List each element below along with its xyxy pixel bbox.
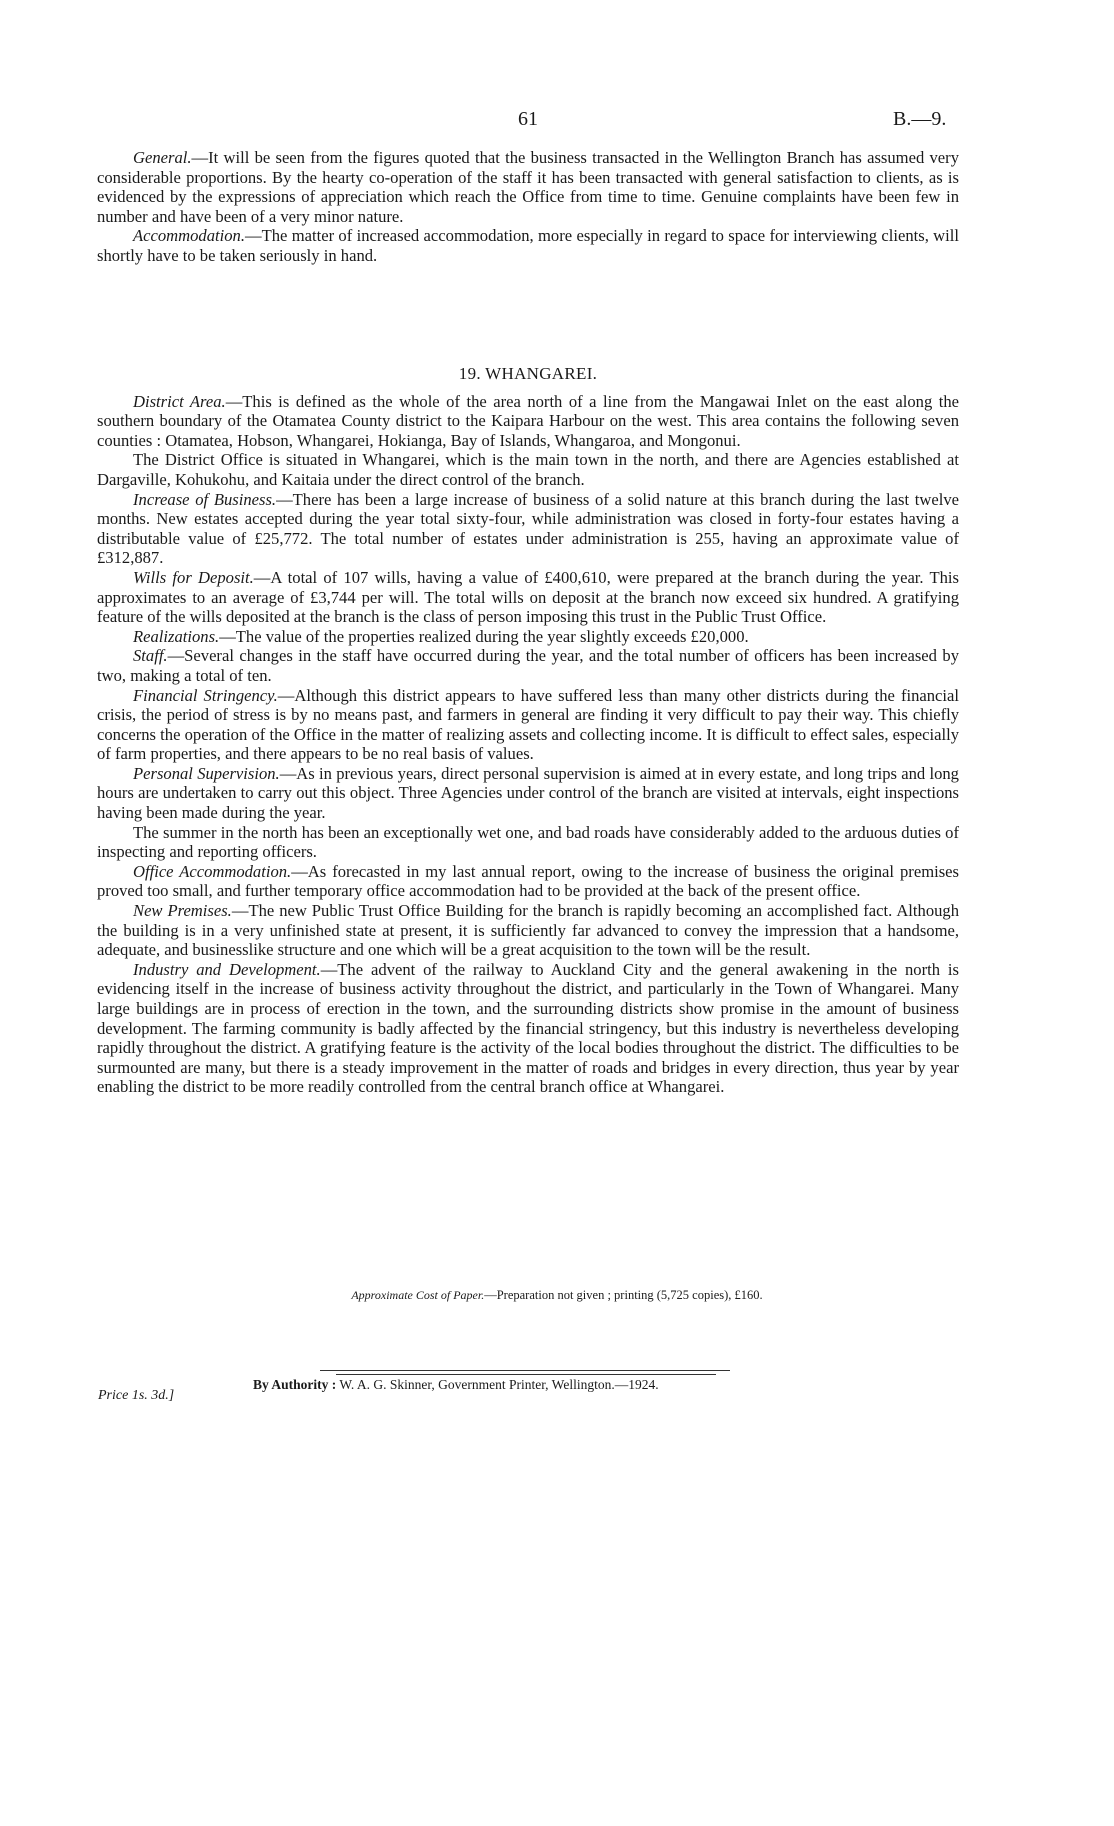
paragraph-office-accommodation — [97, 862, 959, 901]
paragraph-heading: District Area. — [133, 391, 226, 411]
authority-text: W. A. G. Skinner, Government Printer, Wellington.—1924. — [339, 1377, 659, 1392]
paragraph-heading: Staff. — [133, 646, 168, 666]
paragraph-heading: Wills for Deposit. — [133, 567, 254, 587]
cost-of-paper-note — [0, 1288, 1114, 1303]
paragraph-heading: Office Accommodation. — [133, 861, 292, 881]
paragraph-text: —This is defined as the whole of the area north of a line from the Mangawai Inlet on the east along the southern boundary of the Otamatea County district to the Kaipara Harbour on the west. This area contains the following seven counties : Otamatea, Hobson, Whangarei, Hokianga, Bay of Islands, Whangaroa, and Mongonui. — [97, 391, 960, 450]
paragraph-summer — [97, 823, 959, 862]
paragraph-text: —The new Public Trust Office Building for the branch is rapidly becoming an accomplished fact. Although the building is in a very unfinished state at present, it is sufficiently far advanced to convey the impression that a handsome, adequate, and businesslike structure and one which will be a great acquisition to the town will be the result. — [97, 901, 960, 960]
paragraph-district-area — [97, 392, 959, 451]
paragraph-general — [97, 148, 959, 226]
paragraph-accommodation — [97, 226, 959, 265]
paragraph-heading: Personal Supervision. — [133, 763, 280, 783]
paragraph-text: —Although this district appears to have suffered less than many other districts during the financial crisis, the period of stress is by no means past, and farmers in general are finding it very difficult to pay their way. This chiefly concerns the operation of the Office in the matter of realizing assets and collecting income. It is difficult to effect sales, especially of farm properties, and there appears to be no real basis of values. — [97, 685, 959, 764]
paragraph-heading: Increase of Business. — [133, 489, 277, 509]
paragraph-text: The District Office is situated in Whangarei, which is the main town in the north, and there are Agencies established at Dargaville, Kohukohu, and Kaitaia under the direct control of the branch. — [97, 450, 959, 489]
paragraph-district-office — [97, 450, 959, 489]
paragraph-text: —Several changes in the staff have occurred during the year, and the total number of officers has been increased by two, making a total of ten. — [97, 646, 959, 685]
page-header — [0, 108, 1114, 138]
printer-authority — [253, 1377, 659, 1393]
paragraph-new-premises — [97, 901, 959, 960]
paragraph-heading: Realizations. — [133, 626, 220, 646]
paragraph-heading: Accommodation. — [133, 226, 245, 246]
paragraph-staff — [97, 646, 959, 685]
paragraph-text: —A total of 107 wills, having a value of £400,610, were prepared at the branch during the year. This approximates to an average of £3,744 per will. The total wills on deposit at the branch now exceed six hundred. A gratifying feature of the wills deposited at the branch is the class of person imposing this trust in the Public Trust Office. — [97, 567, 959, 627]
paragraph-financial-stringency — [97, 686, 959, 764]
paragraph-text: —As in previous years, direct personal supervision is aimed at in every estate, and long trips and long hours are undertaken to carry out this object. Three Agencies under control of the branch are visited at intervals, eight inspections having been made during the year. — [97, 763, 959, 823]
paragraph-text: —As forecasted in my last annual report, owing to the increase of business the original premises proved too small, and further temporary office accommodation had to be provided at the back of the present office. — [97, 861, 959, 901]
paragraph-realizations — [97, 627, 959, 647]
paragraph-industry-and-development — [97, 960, 959, 1097]
paragraph-text: —The advent of the railway to Auckland City and the general awakening in the north is evidencing itself in the increase of business activity throughout the district, and particularly in the Town of Whangarei. Many large buildings are in process of erection in the town, and the surrounding districts show promise in the amount of business development. The farming community is badly affected by the financial stringency, but this industry is nevertheless developing rapidly throughout the district. A gratifying feature is the activity of the local bodies throughout the district. The difficulties to be surmounted are many, but there is a steady improvement in the matter of roads and bridges in every direction, thus year by year enabling the district to be more readily controlled from the central branch office at Whangarei. — [97, 959, 960, 1097]
paragraph-text: —There has been a large increase of business of a solid nature at this branch during the last twelve months. New estates accepted during the year total sixty-four, while administration was closed in forty-four estates having a distributable value of £25,772. The total number of estates under administration is 255, having an approximate value of £312,887. — [97, 489, 959, 568]
general-section — [97, 148, 959, 266]
paragraph-heading: General. — [133, 148, 192, 167]
paragraph-increase-of-business — [97, 490, 959, 568]
paragraph-personal-supervision — [97, 764, 959, 823]
page-number: 61 — [518, 108, 538, 130]
paragraph-heading: Industry and Development. — [133, 959, 321, 979]
paragraph-text: The summer in the north has been an exceptionally wet one, and bad roads have considerably added to the arduous duties of inspecting and reporting officers. — [97, 822, 959, 862]
cost-label: Approximate Cost of Paper. — [351, 1288, 485, 1302]
whangarei-section — [97, 364, 959, 1097]
document-reference: B.—9. — [893, 108, 947, 130]
cost-text: —Preparation not given ; printing (5,725 copies), £160. — [484, 1288, 763, 1302]
paragraph-text: —The value of the properties realized during the year slightly exceeds £20,000. — [219, 626, 749, 646]
paragraph-heading: Financial Stringency. — [133, 685, 278, 705]
price-note: Price 1s. 3d.] — [98, 1388, 175, 1403]
paragraph-wills-for-deposit — [97, 568, 959, 627]
paragraph-text: —The matter of increased accommodation, more especially in regard to space for interviewing clients, will shortly have to be taken seriously in hand. — [97, 226, 959, 265]
footer-rule — [320, 1370, 730, 1371]
paragraph-heading: New Premises. — [133, 901, 232, 921]
paragraph-text: —It will be seen from the figures quoted that the business transacted in the Wellington Branch has assumed very considerable proportions. By the hearty co-operation of the staff it has been transacted with general satisfaction to clients, as is evidenced by the expressions of appreciation which reach the Office from time to time. Genuine complaints have been few in number and have been of a very minor nature. — [97, 148, 959, 226]
footer-rule — [336, 1374, 716, 1375]
section-title: 19. WHANGAREI. — [458, 364, 598, 383]
authority-label: By Authority : — [253, 1377, 337, 1392]
